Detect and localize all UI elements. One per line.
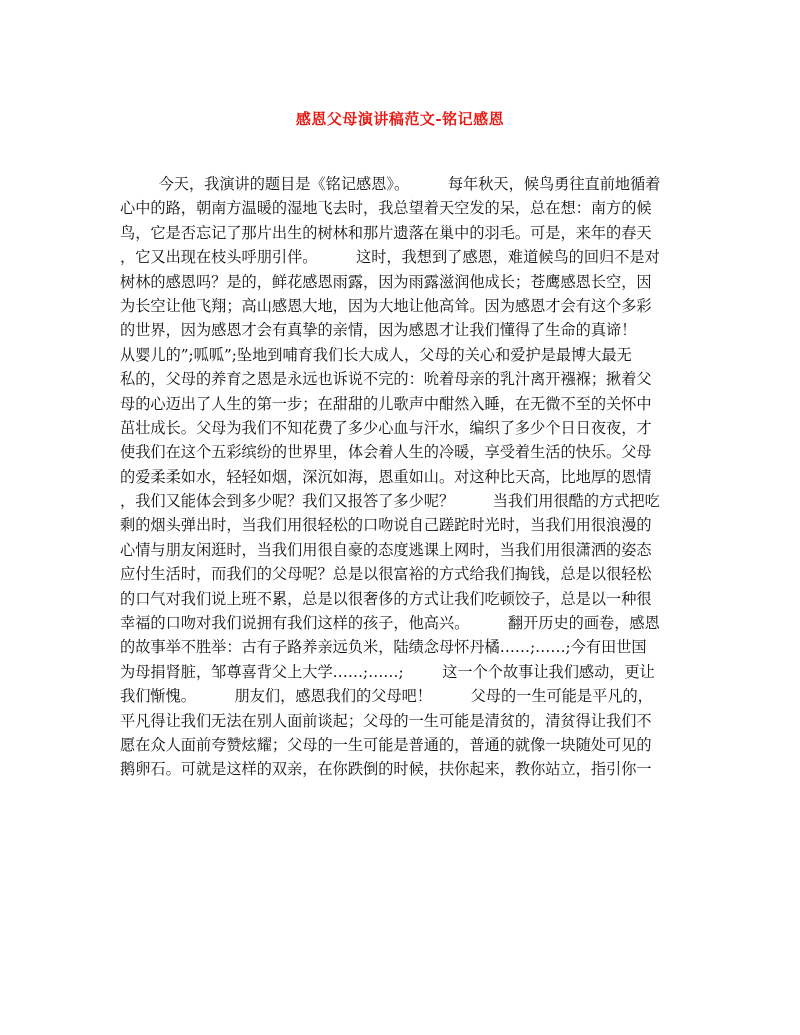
text-line: 应付生活时，而我们的父母呢？总是以很富裕的方式给我们掏钱，总是以很轻松	[120, 565, 652, 584]
text-line: 愿在众人面前夸赞炫耀；父母的一生可能是普通的，普通的就像一块随处可见的	[120, 735, 652, 754]
text-line: 私的，父母的养育之恩是永远也诉说不完的：吮着母亲的乳汁离开襁褓；揪着父	[120, 370, 652, 389]
text-line: 鸟，它是否忘记了那片出生的树林和那片遗落在巢中的羽毛。可是，来年的春天	[120, 223, 652, 242]
speech-body	[120, 172, 680, 782]
text-line: 的故事举不胜举：古有子路养亲远负米，陆绩念母怀丹橘……;……;今有田世国	[120, 638, 647, 657]
document-title: 感恩父母演讲稿范文-铭记感恩	[295, 110, 505, 128]
text-line: 心情与朋友闲逛时，当我们用很自豪的态度逃课上网时，当我们用很潇洒的姿态	[120, 540, 652, 559]
text-line: ，我们又能体会到多少呢？我们又报答了多少呢？ 当我们用很酷的方式把吃	[120, 492, 660, 511]
text-line: 茁壮成长。父母为我们不知花费了多少心血与汗水，编织了多少个日日夜夜，才	[120, 418, 652, 437]
text-line: 使我们在这个五彩缤纷的世界里，体会着人生的冷暖，享受着生活的快乐。父母	[120, 443, 652, 462]
text-line: 心中的路，朝南方温暖的湿地飞去时，我总望着天空发的呆，总在想：南方的候	[120, 199, 652, 218]
text-line: ，它又出现在枝头呼朋引伴。 这时，我想到了感恩，难道候鸟的回归不是对	[120, 248, 660, 267]
text-line: 平凡得让我们无法在别人面前谈起；父母的一生可能是清贫的，清贫得让我们不	[120, 711, 652, 730]
text-line: 为长空让他飞翔；高山感恩大地，因为大地让他高耸。因为感恩才会有这个多彩	[120, 296, 652, 315]
text-line: 幸福的口吻对我们说拥有我们这样的孩子，他高兴。 翻开历史的画卷，感恩	[120, 614, 660, 633]
text-line: 鹅卵石。可就是这样的双亲，在你跌倒的时候，扶你起来，教你站立，指引你一	[120, 760, 652, 779]
text-line: 从婴儿的”;呱呱”;坠地到哺育我们长大成人，父母的关心和爱护是最博大最无	[120, 345, 632, 364]
text-line: 今天，我演讲的题目是《铭记感恩》。 每年秋天，候鸟勇往直前地循着	[120, 175, 661, 193]
text-line: 的口气对我们说上班不累，总是以很奢侈的方式让我们吃顿饺子，总是以一种很	[120, 589, 652, 608]
text-line: 的爱柔柔如水，轻轻如烟，深沉如海，恩重如山。对这种比天高，比地厚的恩情	[120, 467, 652, 486]
text-line: 树林的感恩吗？是的，鲜花感恩雨露，因为雨露滋润他成长；苍鹰感恩长空，因	[120, 272, 652, 291]
text-line: 为母捐肾脏，邹尊喜背父上大学……;……; 这一个个故事让我们感动，更让	[120, 662, 655, 681]
text-line: 母的心迈出了人生的第一步；在甜甜的儿歌声中酣然入睡，在无微不至的关怀中	[120, 394, 652, 413]
text-line: 的世界，因为感恩才会有真挚的亲情，因为感恩才让我们懂得了生命的真谛！	[120, 321, 637, 340]
text-line: 剩的烟头弹出时，当我们用很轻松的口吻说自己蹉跎时光时，当我们用很浪漫的	[120, 516, 652, 535]
text-line: 我们惭愧。 朋友们，感恩我们的父母吧！ 父母的一生可能是平凡的，	[120, 687, 653, 706]
